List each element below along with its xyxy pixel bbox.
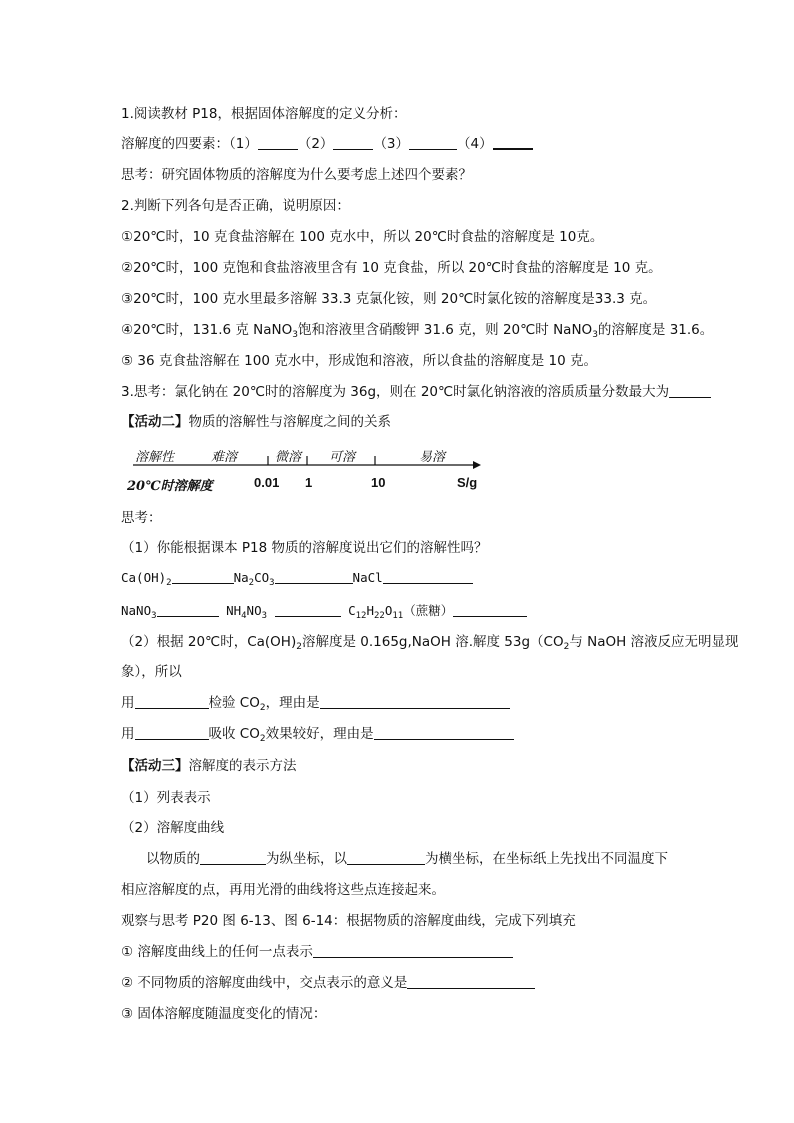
- activity-3-m1: （1）列表表示: [121, 790, 211, 806]
- scale-unit: S/g: [457, 475, 478, 490]
- curve-item-1: ① 溶解度曲线上的任何一点表示: [121, 942, 513, 962]
- observe-line: 观察与思考 P20 图 6-13、图 6-14：根据物质的溶解度曲线，完成下列填充: [121, 913, 576, 929]
- scale-value-1: 1: [305, 475, 313, 490]
- compound-row-1: $Ca(OH)_2$ $Na_2CO_3$ NaCl: [121, 568, 473, 588]
- q2-item-3: ③20℃时，100 克水里最多溶解 33.3 克氯化铵，则 20℃时氯化铵的溶解度是33.3 克。: [121, 291, 657, 307]
- blank-test-reagent[interactable]: [135, 694, 209, 709]
- think-2-p2a: （2）根据 20℃时，$Ca(OH)_2$溶解度是 0.165g,NaOH 溶.解度 $53g(CO_2$与 NaOH 溶液反应无明显现: [121, 634, 739, 652]
- activity-3-heading: 【活动三】溶解度的表示方法: [121, 758, 297, 774]
- blank-2[interactable]: [333, 135, 373, 150]
- q2-item-1: ①20℃时，10 克食盐溶解在 100 克水中，所以 20℃时食盐的溶解度是 10克。: [121, 229, 604, 245]
- question-2-title: 2.判断下列各句是否正确，说明原因：: [121, 198, 350, 214]
- scale-value-0-01: 0.01: [254, 475, 280, 490]
- blank-horizontal-axis[interactable]: [347, 850, 425, 865]
- use-line-2: 用 吸收 $CO_2$效果较好，理由是: [121, 724, 514, 744]
- think-2-p2b: 象），所以: [121, 664, 182, 680]
- blank-absorb-reagent[interactable]: [135, 725, 209, 740]
- blank-vertical-axis[interactable]: [200, 850, 266, 865]
- q2-item-5: ⑤ 36 克食盐溶解在 100 克水中，形成饱和溶液，所以食盐的溶解度是 10 克。: [121, 353, 597, 369]
- think-2-p1: （1）你能根据课本 P18 物质的溶解度说出它们的溶解性吗？: [121, 540, 488, 556]
- solubility-elements-line: 溶解度的四要素：（1） （2） （3） （4）: [121, 134, 533, 154]
- blank-na2co3[interactable]: [275, 569, 353, 584]
- use-line-1: 用 检验 $CO_2$，理由是: [121, 693, 510, 713]
- blank-curve-point[interactable]: [313, 943, 513, 958]
- think-1: 思考：研究固体物质的溶解度为什么要考虑上述四个要素？: [121, 167, 472, 183]
- blank-nh4no3[interactable]: [275, 602, 341, 617]
- blank-nano3[interactable]: [157, 602, 219, 617]
- q2-item-2: ②20℃时，100 克饱和食盐溶液里含有 10 克食盐，所以 20℃时食盐的溶解度是 10 克。: [121, 260, 662, 276]
- scale-label-slightly: 微溶: [275, 450, 302, 465]
- blank-test-reason[interactable]: [320, 694, 510, 709]
- blank-q3[interactable]: [669, 383, 711, 398]
- blank-absorb-reason[interactable]: [374, 725, 514, 740]
- scale-label-insoluble: 难溶: [211, 450, 238, 465]
- curve-item-3: ③ 固体溶解度随温度变化的情况：: [121, 1006, 327, 1022]
- scale-row-label: 20℃时溶解度: [127, 479, 213, 494]
- curve-description-1: 以物质的 为纵坐标，以 为横坐标，在坐标纸上先找出不同温度下: [146, 851, 668, 867]
- solubility-scale: [121, 440, 481, 500]
- blank-caoh2[interactable]: [172, 569, 234, 584]
- activity-3-m2: （2）溶解度曲线: [121, 820, 225, 836]
- scale-label-very-soluble: 易溶: [419, 450, 446, 465]
- scale-label-solubility: 溶解性: [135, 450, 175, 465]
- question-1: 1.阅读教材 P18，根据固体溶解度的定义分析：: [121, 106, 407, 122]
- activity-2-heading: 【活动二】物质的溶解性与溶解度之间的关系: [121, 414, 391, 430]
- blank-3[interactable]: [409, 135, 457, 150]
- blank-sucrose[interactable]: [453, 602, 527, 617]
- think-2-label: 思考：: [121, 510, 162, 526]
- question-3: 3.思考：氯化钠在 20℃时的溶解度为 36g，则在 20℃时氯化钠溶液的溶质质量分数最大为: [121, 382, 711, 402]
- curve-description-2: 相应溶解度的点，再用光滑的曲线将这些点连接起来。: [121, 882, 445, 898]
- blank-intersection[interactable]: [407, 974, 535, 989]
- q2-item-4: ④20℃时，131.6 克 NaNO$_3$饱和溶液里含硝酸钾 31.6 克，则 20℃时 NaNO$_3$的溶解度是 31.6。: [121, 322, 714, 340]
- blank-1[interactable]: [258, 135, 298, 150]
- blank-4[interactable]: [493, 134, 533, 150]
- compound-row-2: NaNO$_3$ $NH_4NO_3$ $C_{12}H_{22}O_{11}$（蔗糖）: [121, 601, 527, 621]
- scale-value-10: 10: [371, 475, 386, 490]
- curve-item-2: ② 不同物质的溶解度曲线中，交点表示的意义是: [121, 973, 535, 993]
- blank-nacl[interactable]: [383, 569, 473, 584]
- scale-label-soluble: 可溶: [329, 450, 356, 465]
